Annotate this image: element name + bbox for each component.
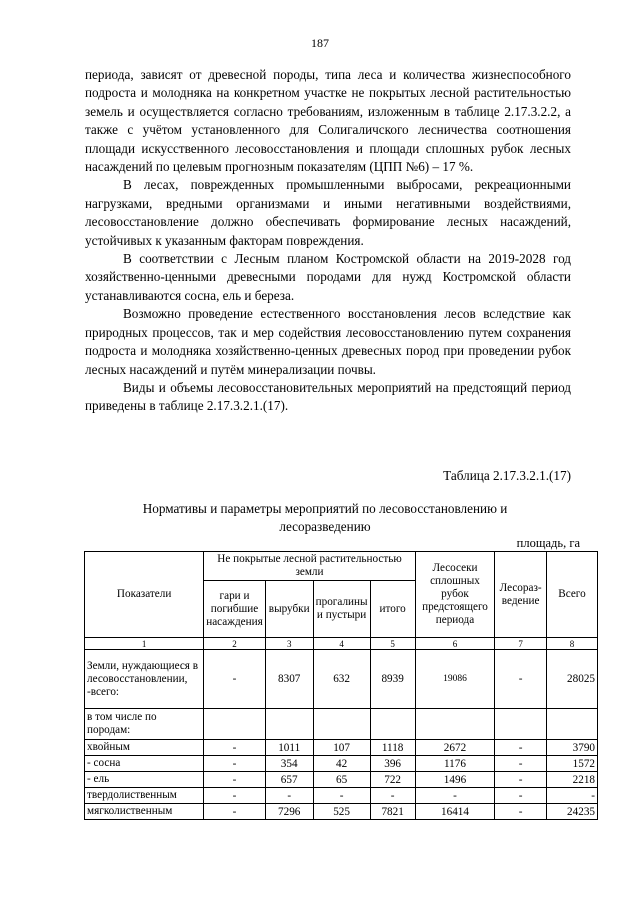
table-caption: Таблица 2.17.3.2.1.(17): [443, 468, 571, 483]
column-number: 4: [313, 638, 370, 650]
cell: 1176: [415, 756, 495, 772]
table-title: Нормативы и параметры мероприятий по лесовосстановлению и лесоразведению: [142, 501, 508, 534]
cell: 42: [313, 756, 370, 772]
cell: 354: [265, 756, 313, 772]
column-number-row: [85, 638, 598, 650]
paragraph: В лесах, поврежденных промышленными выбросами, рекреационными нагрузками, вредными организмами и иными негативными воздействиями, лесовосстановление должно обеспечивать формирование лесных насаждений, устойчивых к указанным факторам повреждения.: [85, 177, 571, 248]
cell: 2218: [546, 772, 597, 788]
header-indicators: Показатели: [85, 552, 204, 638]
cell: 3790: [546, 740, 597, 756]
cell: -: [204, 772, 266, 788]
page-number: 187: [311, 36, 329, 50]
cell: 8307: [265, 650, 313, 709]
table-row: [85, 709, 598, 740]
cell: 7821: [370, 804, 415, 820]
table-row: [85, 740, 598, 756]
cell: 657: [265, 772, 313, 788]
header-subtotal: итого: [370, 581, 415, 638]
body-text: [85, 66, 571, 416]
row-label: мягколиственным: [85, 804, 204, 820]
cell: [265, 709, 313, 740]
cell: -: [495, 650, 547, 709]
cell: -: [265, 788, 313, 804]
cell: 24235: [546, 804, 597, 820]
cell: [204, 709, 266, 740]
cell: [370, 709, 415, 740]
cell: -: [495, 788, 547, 804]
cell: -: [204, 756, 266, 772]
column-number: 6: [415, 638, 495, 650]
cell: 722: [370, 772, 415, 788]
cell: -: [204, 788, 266, 804]
cell: [415, 709, 495, 740]
header-afforestation: Лесораз-ведение: [495, 552, 547, 638]
paragraph: В соответствии с Лесным планом Костромской области на 2019-2028 год хозяйственно-ценными древесными породами для нужд Костромской области устанавливаются сосна, ель и береза.: [85, 251, 571, 303]
cell: 16414: [415, 804, 495, 820]
header-not-covered: Не покрытые лесной растительностью земли: [204, 552, 416, 581]
cell: -: [370, 788, 415, 804]
cell: -: [204, 740, 266, 756]
row-label: в том числе по породам:: [85, 709, 204, 740]
table-row: [85, 650, 598, 709]
cell: 1496: [415, 772, 495, 788]
table-header-row: [85, 552, 598, 581]
cell: [546, 709, 597, 740]
paragraph: Виды и объемы лесовосстановительных мероприятий на предстоящий период приведены в таблице 2.17.3.2.1.(17).: [85, 379, 571, 414]
cell: 1572: [546, 756, 597, 772]
cell: -: [204, 650, 266, 709]
cell: 632: [313, 650, 370, 709]
cell: [495, 709, 547, 740]
header-clearings: вырубки: [265, 581, 313, 638]
cell: 1118: [370, 740, 415, 756]
paragraph: Возможно проведение естественного восстановления лесов вследствие как природных процессов, так и мер содействия лесовосстановлению путем сохранения подроста и молодняка хозяйственно-ценных древесных пород при проведении рубок лесных насаждений и путём минерализации почвы.: [85, 306, 571, 377]
cell: -: [495, 756, 547, 772]
cell: 65: [313, 772, 370, 788]
cell: 396: [370, 756, 415, 772]
cell: -: [495, 804, 547, 820]
cell: -: [204, 804, 266, 820]
cell: [313, 709, 370, 740]
cell: 19086: [415, 650, 495, 709]
table-row: [85, 804, 598, 820]
cell: 28025: [546, 650, 597, 709]
row-label: - сосна: [85, 756, 204, 772]
units-label: площадь, га: [516, 536, 580, 550]
column-number: 2: [204, 638, 266, 650]
column-number: 7: [495, 638, 547, 650]
row-label: хвойным: [85, 740, 204, 756]
row-label: - ель: [85, 772, 204, 788]
header-cutting-areas: Лесосеки сплошных рубок предстоящего периода: [415, 552, 495, 638]
cell: -: [495, 772, 547, 788]
column-number: 3: [265, 638, 313, 650]
table-row: [85, 788, 598, 804]
cell: 7296: [265, 804, 313, 820]
cell: 8939: [370, 650, 415, 709]
cell: 1011: [265, 740, 313, 756]
cell: -: [495, 740, 547, 756]
row-label: твердолиственным: [85, 788, 204, 804]
cell: 525: [313, 804, 370, 820]
header-total: Всего: [546, 552, 597, 638]
cell: -: [313, 788, 370, 804]
cell: 107: [313, 740, 370, 756]
header-burnt: гари и погибшие насаждения: [204, 581, 266, 638]
table-row: [85, 772, 598, 788]
table-row: [85, 756, 598, 772]
column-number: 5: [370, 638, 415, 650]
cell: -: [415, 788, 495, 804]
paragraph: периода, зависят от древесной породы, типа леса и количества жизнеспособного подроста и молодняка на конкретном участке не покрытых лесной растительностью земель и осуществляется согласно требованиям, изложенным в таблице 2.17.3.2.2, а также с учётом установленного для Солигаличского лесничества соотношения площади искусственного лесовосстановления и площади сплошных рубок лесных насаждений по целевым прогнозным показателям (ЦПП №6) – 17 %.: [85, 67, 571, 175]
cell: 2672: [415, 740, 495, 756]
reforestation-table: [84, 551, 598, 820]
column-number: 1: [85, 638, 204, 650]
cell: -: [546, 788, 597, 804]
header-glades: прогалины и пустыри: [313, 581, 370, 638]
row-label: Земли, нуждающиеся в лесовосстановлении, -всего:: [85, 650, 204, 709]
column-number: 8: [546, 638, 597, 650]
